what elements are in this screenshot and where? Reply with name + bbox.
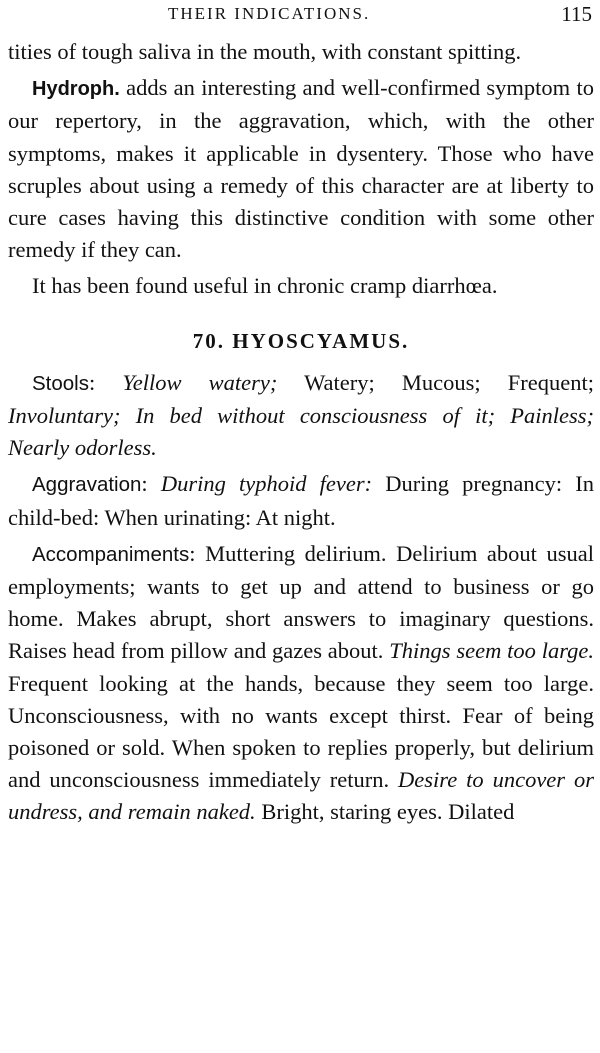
remedy-name-hydroph: Hydroph.: [32, 78, 120, 101]
stools-entry: [8, 367, 594, 465]
accompaniments-italic-2: Desire to uncover or undress, and remain naked.: [8, 767, 594, 825]
hydroph-text: adds an interesting and well-confirmed symptom to our repertory, in the aggravation, which, with the other symptoms, makes it applicable in dysentery. Those who have scruples about using a remedy of this character are at liberty to cure cases having this distinctive condition with some other remedy if they can.: [8, 75, 594, 263]
accompaniments-italic-1: Things seem too large.: [389, 638, 594, 664]
stools-separator: :: [88, 369, 123, 395]
stools-text: Watery; Mucous; Frequent;: [277, 369, 594, 395]
cramp-diarrhoea-paragraph: It has been found useful in chronic cramp diarrhœa.: [32, 273, 498, 299]
aggravation-entry: [8, 468, 594, 533]
continuation-paragraph: tities of tough saliva in the mouth, with constant spitting.: [8, 39, 522, 64]
section-heading: 70. HYOSCYAMUS.: [192, 328, 410, 353]
running-head: [0, 4, 600, 28]
accompaniments-text-2: Frequent looking at the hands, because they seem too large. Unconsciousness, with no wants except thirst. Fear of being poisoned or sold. When spoken to replies properly, but delirium and unconsciousness immediately return.: [8, 670, 594, 793]
page-number: 115: [561, 2, 592, 26]
accompaniments-text-1: Muttering delirium. Delirium about usual employments; wants to get up and attend to business or go home. Makes abrupt, short answers to imaginary questions. Raises head from pillow and gazes about.: [8, 540, 594, 664]
aggravation-separator: :: [141, 471, 161, 497]
accompaniments-text-3: Bright, staring eyes. Dilated: [255, 799, 515, 825]
running-title: THEIR INDICATIONS.: [168, 4, 371, 23]
stools-italic-1: Yellow watery;: [122, 369, 278, 395]
aggravation-label: Aggravation: [32, 473, 142, 497]
body-text: [8, 36, 594, 829]
aggravation-text: During pregnancy: In child-bed: When urinating: At night.: [8, 471, 594, 530]
hydroph-paragraph: [8, 72, 594, 266]
aggravation-italic: During typhoid fever:: [160, 471, 373, 497]
accompaniments-label: Accompaniments: [32, 542, 190, 566]
accompaniments-entry: [8, 538, 594, 829]
stools-label: Stools: [32, 371, 89, 395]
stools-italic-2: Involuntary; In bed without consciousness of it; Painless; Nearly odorless.: [8, 403, 594, 461]
accompaniments-separator: :: [189, 540, 206, 566]
